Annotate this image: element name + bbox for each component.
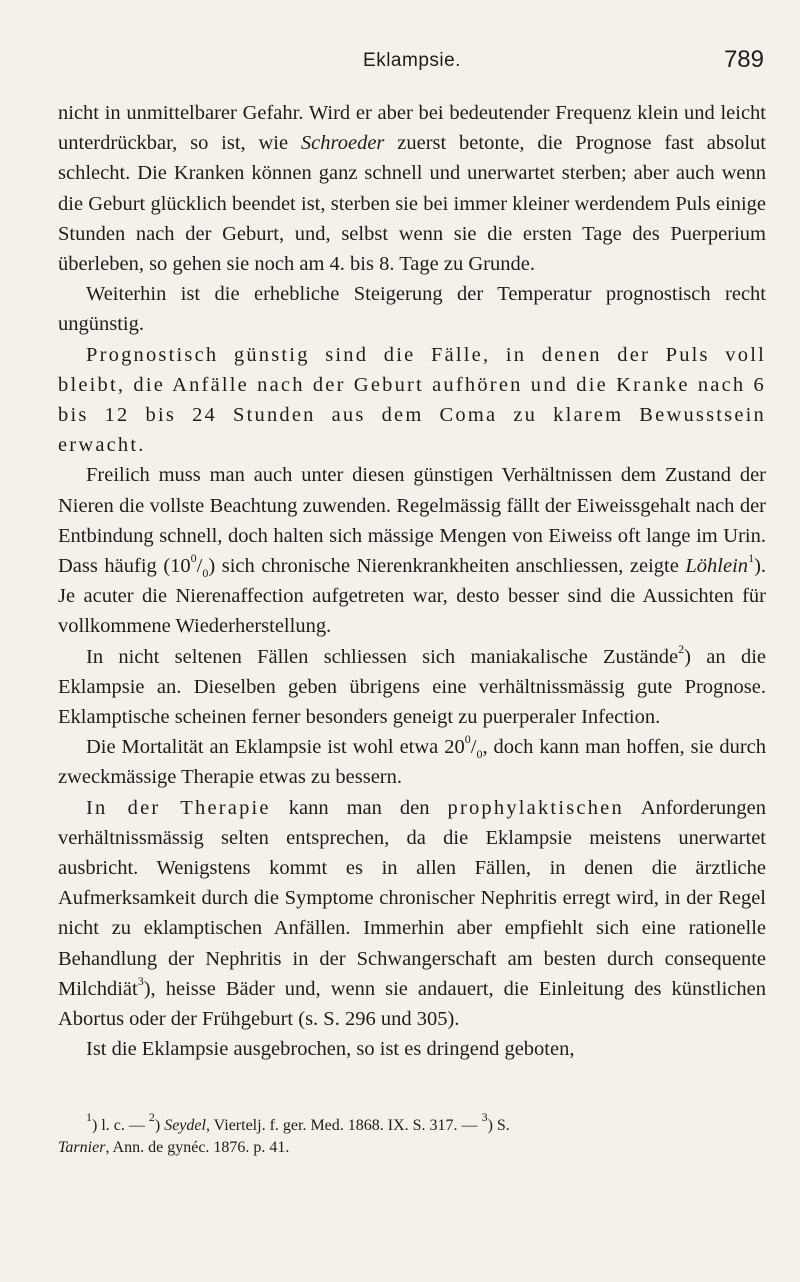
paragraph-2: Weiterhin ist die erhebliche Steigerung der Temperatur prognostisch recht ungünstig.	[58, 283, 766, 336]
paragraph-3-spaced: Prognostisch günstig sind die Fälle, in denen der Puls voll bleibt, die Anfälle nach der Geburt aufhören und die Kranke nach 6 bis 12 bis 24 Stunden aus dem Coma zu klarem Bewusstsein erwacht.	[58, 343, 766, 457]
page-number: 789	[723, 46, 764, 73]
footnote-line-2: Tarnier, Ann. de gynéc. 1876. p. 41.	[58, 1138, 290, 1156]
footnote-ref: 1	[748, 551, 755, 566]
footnote-ref: 2	[678, 641, 685, 656]
paragraph-4: Freilich muss man auch unter diesen günstigen Verhältnissen dem Zustand der Nieren die vollste Beachtung zuwenden. Regelmässig fällt der Eiweissgehalt nach der Entbindung schnell, doch halten sich mässige Mengen von Eiweiss oft lange im Urin. Dass häufig $(10^0/_0)$ sich chronische Nierenkrankheiten anschliessen, zeigte Löhlein$^1$). Je acuter die Nierenaffection aufgetreten war, desto besser sind die Aussichten für vollkommene Wiederherstellung.	[58, 464, 767, 638]
body-text	[58, 98, 766, 1159]
paragraph-8: Ist die Eklampsie ausgebrochen, so ist es dringend geboten,	[86, 1038, 575, 1061]
running-title: Eklampsie.	[363, 50, 461, 71]
author-name: Löhlein	[685, 555, 749, 578]
paragraph-5: In nicht seltenen Fällen schliessen sich maniakalische Zustände$^2$) an die Eklampsie an. Dieselben geben übrigens eine verhältnissmässig gute Prognose. Eklamptische scheinen ferner besonders geneigt zu puerperaler Infection.	[58, 641, 766, 729]
footnote-ref: 3	[137, 974, 144, 989]
author-name: Schroeder	[300, 132, 385, 155]
paragraph-7: In der Therapie kann man den prophylaktischen Anforderungen verhältnissmässig selten entsprechen, da die Eklampsie meistens unerwartet ausbricht. Wenigstens kommt es in allen Fällen, in denen die ärztliche Aufmerksamkeit durch die Symptome chronischer Nephritis erregt wird, in der Regel nicht zu eklamptischen Anfällen. Immerhin aber empfiehlt sich eine rationelle Behandlung der Nephritis in der Schwangerschaft am besten durch consequente Milchdiät$^3$), heisse Bäder und, wenn sie andauert, die Einleitung des künstlichen Abortus oder der Frühgeburt (s. S. 296 und 305).	[58, 796, 766, 1031]
page	[58, 44, 766, 1159]
page-header	[58, 44, 766, 84]
footnotes	[58, 1110, 766, 1159]
spaced-term: prophylaktischen	[447, 796, 624, 819]
paragraph-6: Die Mortalität an Eklampsie ist wohl etwa $20^0/_0$, doch kann man hoffen, sie durch zweckmässige Therapie etwas zu bessern.	[58, 732, 766, 789]
footnote-line-1: $^1$) l. c. — $^2$) Seydel, Viertelj. f. ger. Med. 1868. IX. S. 317. — $^3$) S.	[86, 1110, 510, 1134]
paragraph-1: nicht in unmittelbarer Gefahr. Wird er aber bei bedeutender Frequenz klein und leicht unterdrückbar, so ist, wie Schroeder zuerst betonte, die Prognose fast absolut schlecht. Die Kranken können ganz schnell und unerwartet sterben; aber auch wenn die Geburt glücklich beendet ist, sterben sie bei immer kleiner werdendem Puls einige Stunden nach der Geburt, und, selbst wenn sie die ersten Tage des Puerperium überleben, so gehen sie noch am 4. bis 8. Tage zu Grunde.	[58, 102, 766, 276]
spaced-heading: In der Therapie	[86, 796, 271, 819]
